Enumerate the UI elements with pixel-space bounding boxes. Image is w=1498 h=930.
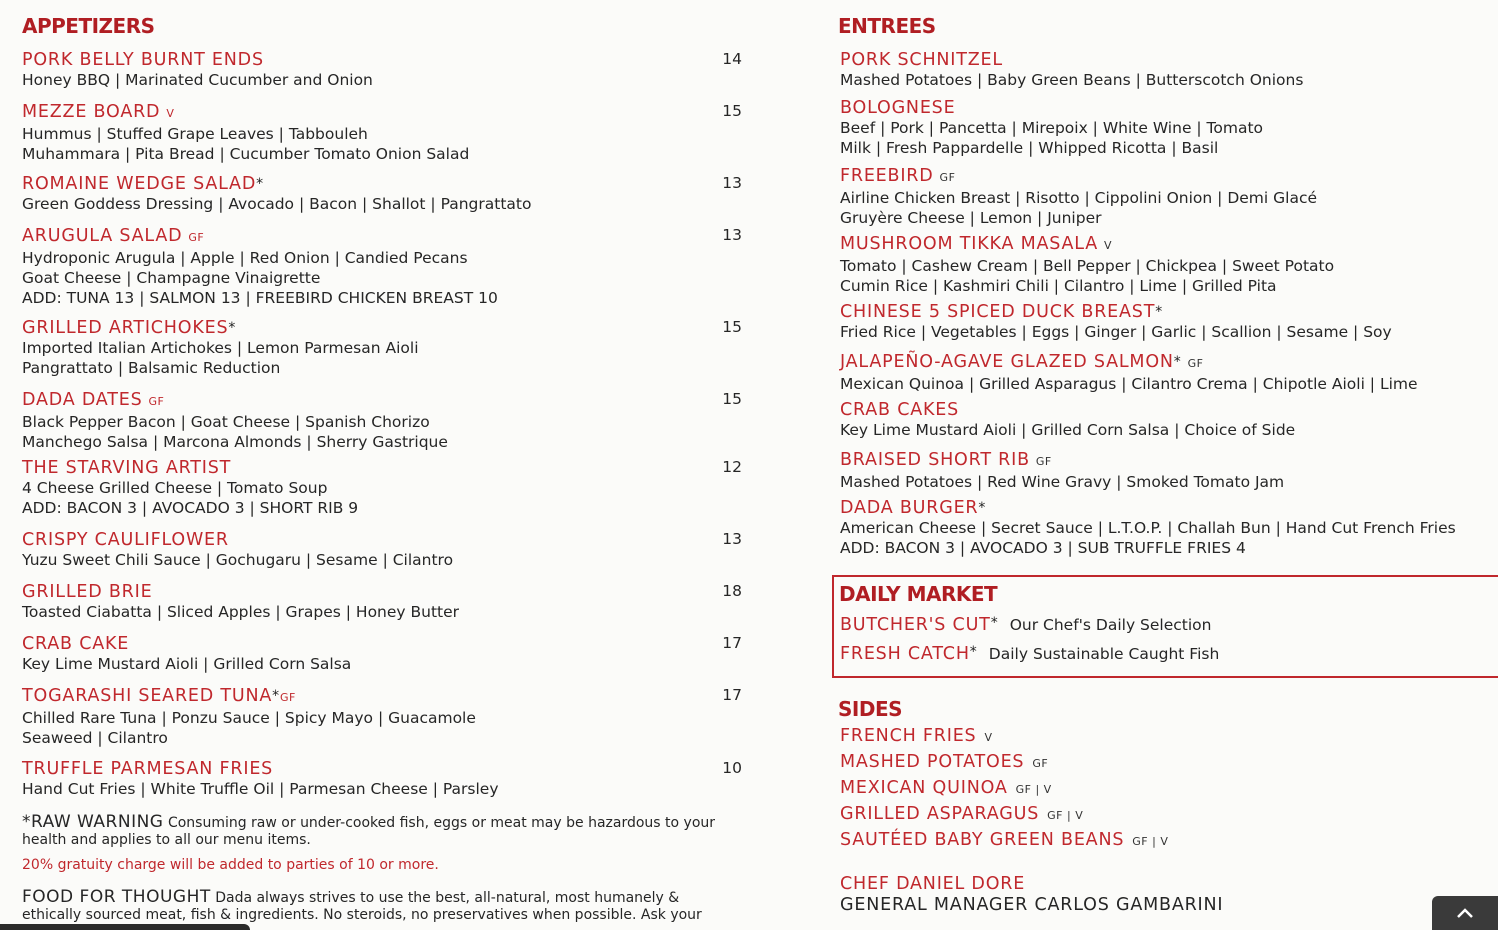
item-description: Black Pepper Bacon | Goat Cheese | Spanish Chorizo xyxy=(22,413,430,431)
side-name: MASHED POTATOES xyxy=(840,752,1025,772)
item-price: 13 xyxy=(722,226,742,244)
food-for-thought-text: Dada always strives to use the best, all-natural, most humanely & ethically sourced meat, fish & ingredients. No steroids, no preservatives when possible. Ask your xyxy=(22,890,702,923)
item-description: Hand Cut Fries | White Truffle Oil | Parmesan Cheese | Parsley xyxy=(22,780,499,798)
daily-market-item xyxy=(840,644,1498,664)
item-description: American Cheese | Secret Sauce | L.T.O.P. | Challah Bun | Hand Cut French Fries xyxy=(840,519,1456,537)
item-description: Seaweed | Cilantro xyxy=(22,729,168,747)
menu-item xyxy=(840,50,1498,90)
item-name-row xyxy=(22,102,742,124)
menu-item xyxy=(22,634,742,674)
item-description: Milk | Fresh Pappardelle | Whipped Ricotta | Basil xyxy=(840,139,1219,157)
menu-item xyxy=(22,174,742,214)
item-description: Hummus | Stuffed Grape Leaves | Tabbouleh xyxy=(22,125,368,143)
dietary-tag: GF | V xyxy=(1047,809,1084,822)
item-description: Our Chef's Daily Selection xyxy=(1009,616,1212,634)
menu-item xyxy=(840,450,1498,492)
item-description: Key Lime Mustard Aioli | Grilled Corn Salsa xyxy=(22,655,352,673)
item-description: Mashed Potatoes | Red Wine Gravy | Smoked Tomato Jam xyxy=(840,473,1285,491)
side-name: FRENCH FRIES xyxy=(840,726,977,746)
item-name: MEZZE BOARD xyxy=(22,102,161,122)
item-name-row xyxy=(22,174,742,194)
item-name-row xyxy=(22,458,742,478)
menu-item xyxy=(840,166,1498,228)
dietary-tag: V xyxy=(166,107,175,120)
item-price: 17 xyxy=(722,686,742,704)
item-name-row xyxy=(22,390,742,412)
menu-item xyxy=(22,318,742,378)
item-description: Tomato | Cashew Cream | Bell Pepper | Chickpea | Sweet Potato xyxy=(840,257,1335,275)
item-name-row xyxy=(22,50,742,70)
chef-name: CHEF DANIEL DORE xyxy=(840,874,1026,894)
raw-warning-heading: RAW WARNING xyxy=(31,812,164,832)
item-name-row xyxy=(840,400,1498,420)
menu-item xyxy=(22,390,742,452)
item-name: DADA DATES xyxy=(22,390,143,410)
dietary-tag: GF | V xyxy=(1015,783,1052,796)
menu-item xyxy=(840,98,1498,158)
item-name: CRAB CAKES xyxy=(840,400,960,420)
side-name: SAUTÉED BABY GREEN BEANS xyxy=(840,830,1125,850)
menu-item xyxy=(22,686,742,748)
dietary-tag: GF | V xyxy=(1132,835,1169,848)
item-name: ROMAINE WEDGE SALAD xyxy=(22,174,257,194)
menu-item xyxy=(22,226,742,308)
item-description: Fried Rice | Vegetables | Eggs | Ginger | Garlic | Scallion | Sesame | Soy xyxy=(840,323,1392,341)
gratuity-note: 20% gratuity charge will be added to parties of 10 or more. xyxy=(22,857,439,873)
side-item xyxy=(840,778,1498,800)
daily-market-title: DAILY MARKET xyxy=(839,582,998,606)
dietary-tag: V xyxy=(984,731,993,744)
item-name: BOLOGNESE xyxy=(840,98,956,118)
raw-warning xyxy=(22,814,742,874)
item-description: Manchego Salsa | Marcona Almonds | Sherry Gastrique xyxy=(22,433,448,451)
item-description: Pangrattato | Balsamic Reduction xyxy=(22,359,281,377)
item-name: FREEBIRD xyxy=(840,166,934,186)
item-star: * xyxy=(1155,304,1163,320)
menu-item xyxy=(22,759,742,799)
menu-item xyxy=(22,458,742,518)
item-name-row xyxy=(22,686,742,708)
item-name-row xyxy=(840,302,1498,322)
item-description: Key Lime Mustard Aioli | Grilled Corn Salsa | Choice of Side xyxy=(840,421,1296,439)
dietary-tag: GF xyxy=(188,231,205,244)
raw-warning-star: * xyxy=(22,812,31,832)
item-description: Mashed Potatoes | Baby Green Beans | Butterscotch Onions xyxy=(840,71,1304,89)
item-name: BUTCHER'S CUT xyxy=(840,615,991,635)
item-name-row xyxy=(22,530,742,550)
menu-item xyxy=(840,400,1498,440)
daily-market-item xyxy=(840,615,1498,635)
item-description: Gruyère Cheese | Lemon | Juniper xyxy=(840,209,1102,227)
item-price: 15 xyxy=(722,102,742,120)
dietary-tag: GF xyxy=(939,171,956,184)
item-name-row xyxy=(22,634,742,654)
item-star: * xyxy=(978,500,987,516)
item-description: Muhammara | Pita Bread | Cucumber Tomato Onion Salad xyxy=(22,145,470,163)
item-name: PORK BELLY BURNT ENDS xyxy=(22,50,264,70)
item-name: GRILLED BRIE xyxy=(22,582,153,602)
item-price: 17 xyxy=(722,634,742,652)
entrees-title: ENTREES xyxy=(838,14,936,38)
side-item xyxy=(840,804,1498,826)
sides-title: SIDES xyxy=(838,697,903,721)
side-item xyxy=(840,830,1498,852)
item-description: ADD: BACON 3 | AVOCADO 3 | SUB TRUFFLE FRIES 4 xyxy=(840,539,1246,557)
item-description: Honey BBQ | Marinated Cucumber and Onion xyxy=(22,71,373,89)
item-description: 4 Cheese Grilled Cheese | Tomato Soup xyxy=(22,479,328,497)
item-name-row xyxy=(840,50,1498,70)
side-name: GRILLED ASPARAGUS xyxy=(840,804,1040,824)
item-name: GRILLED ARTICHOKES xyxy=(22,318,229,338)
item-price: 12 xyxy=(722,458,742,476)
bottom-scrollbar[interactable] xyxy=(0,924,250,930)
menu-item xyxy=(22,102,742,164)
food-for-thought-heading: FOOD FOR THOUGHT xyxy=(22,887,211,907)
dietary-tag: GF xyxy=(1035,455,1052,468)
item-price: 13 xyxy=(722,530,742,548)
item-description: Beef | Pork | Pancetta | Mirepoix | White Wine | Tomato xyxy=(840,119,1264,137)
item-star: * xyxy=(272,688,280,704)
menu-item xyxy=(22,530,742,570)
item-description: Daily Sustainable Caught Fish xyxy=(988,645,1220,663)
dietary-tag: V xyxy=(1103,239,1113,252)
item-description: Chilled Rare Tuna | Ponzu Sauce | Spicy Mayo | Guacamole xyxy=(22,709,476,727)
item-name: PORK SCHNITZEL xyxy=(840,50,1003,70)
daily-market-box xyxy=(832,575,1498,678)
menu-item xyxy=(840,352,1498,394)
item-name: CRISPY CAULIFLOWER xyxy=(22,530,229,550)
scroll-to-top-button[interactable] xyxy=(1432,896,1498,930)
item-name: TRUFFLE PARMESAN FRIES xyxy=(22,759,274,779)
item-name: CHINESE 5 SPICED DUCK BREAST xyxy=(840,302,1156,322)
side-item xyxy=(840,752,1498,774)
item-name-row xyxy=(22,318,742,338)
dietary-tag: GF xyxy=(279,691,296,704)
menu-item xyxy=(840,302,1498,342)
item-name-row xyxy=(840,234,1498,256)
item-description: Hydroponic Arugula | Apple | Red Onion | Candied Pecans xyxy=(22,249,468,267)
menu-item xyxy=(840,234,1498,296)
dietary-tag: GF xyxy=(1187,357,1204,370)
item-name: BRAISED SHORT RIB xyxy=(840,450,1030,470)
item-description: ADD: TUNA 13 | SALMON 13 | FREEBIRD CHICKEN BREAST 10 xyxy=(22,289,498,307)
item-name: ARUGULA SALAD xyxy=(22,226,183,246)
item-name-row xyxy=(840,450,1498,472)
item-name-row xyxy=(840,352,1498,374)
item-name-row xyxy=(22,582,742,602)
item-name-row xyxy=(22,226,742,248)
item-description: ADD: BACON 3 | AVOCADO 3 | SHORT RIB 9 xyxy=(22,499,359,517)
item-price: 15 xyxy=(722,318,742,336)
dietary-tag: GF xyxy=(1032,757,1049,770)
manager-name: GENERAL MANAGER CARLOS GAMBARINI xyxy=(840,895,1224,915)
item-name-row xyxy=(840,498,1498,518)
item-star: * xyxy=(256,176,264,192)
chevron-up-icon xyxy=(1456,907,1474,919)
item-description: Imported Italian Artichokes | Lemon Parmesan Aioli xyxy=(22,339,419,357)
item-description: Yuzu Sweet Chili Sauce | Gochugaru | Sesame | Cilantro xyxy=(22,551,454,569)
menu-item xyxy=(840,498,1498,558)
item-name: MUSHROOM TIKKA MASALA xyxy=(840,234,1098,254)
side-item xyxy=(840,726,1498,748)
menu-item xyxy=(22,50,742,90)
item-star: * xyxy=(228,320,237,336)
item-star: * xyxy=(990,615,998,631)
item-name: DADA BURGER xyxy=(840,498,979,518)
item-description: Airline Chicken Breast | Risotto | Cippolini Onion | Demi Glacé xyxy=(840,189,1317,207)
item-price: 10 xyxy=(722,759,742,777)
food-for-thought xyxy=(22,889,742,924)
item-description: Goat Cheese | Champagne Vinaigrette xyxy=(22,269,321,287)
item-price: 18 xyxy=(722,582,742,600)
item-name-row xyxy=(840,98,1498,118)
item-description: Toasted Ciabatta | Sliced Apples | Grapes | Honey Butter xyxy=(22,603,460,621)
appetizers-title: APPETIZERS xyxy=(22,14,155,38)
item-name: TOGARASHI SEARED TUNA xyxy=(22,686,273,706)
item-description: Mexican Quinoa | Grilled Asparagus | Cilantro Crema | Chipotle Aioli | Lime xyxy=(840,375,1418,393)
item-description: Green Goddess Dressing | Avocado | Bacon | Shallot | Pangrattato xyxy=(22,195,532,213)
item-name-row xyxy=(22,759,742,779)
dietary-tag: GF xyxy=(148,395,165,408)
item-name: CRAB CAKE xyxy=(22,634,130,654)
menu-item xyxy=(22,582,742,622)
item-star: * xyxy=(1173,354,1182,370)
item-price: 15 xyxy=(722,390,742,408)
side-name: MEXICAN QUINOA xyxy=(840,778,1008,798)
item-price: 14 xyxy=(722,50,742,68)
item-price: 13 xyxy=(722,174,742,192)
item-name: THE STARVING ARTIST xyxy=(22,458,232,478)
item-name: JALAPEÑO-AGAVE GLAZED SALMON xyxy=(840,352,1174,372)
item-name-row xyxy=(840,166,1498,188)
raw-warning-text: Consuming raw or under-cooked fish, eggs or meat may be hazardous to your health and applies to all our menu items. xyxy=(22,815,716,848)
item-star: * xyxy=(969,644,977,660)
item-description: Cumin Rice | Kashmiri Chili | Cilantro | Lime | Grilled Pita xyxy=(840,277,1277,295)
item-name: FRESH CATCH xyxy=(840,644,970,664)
